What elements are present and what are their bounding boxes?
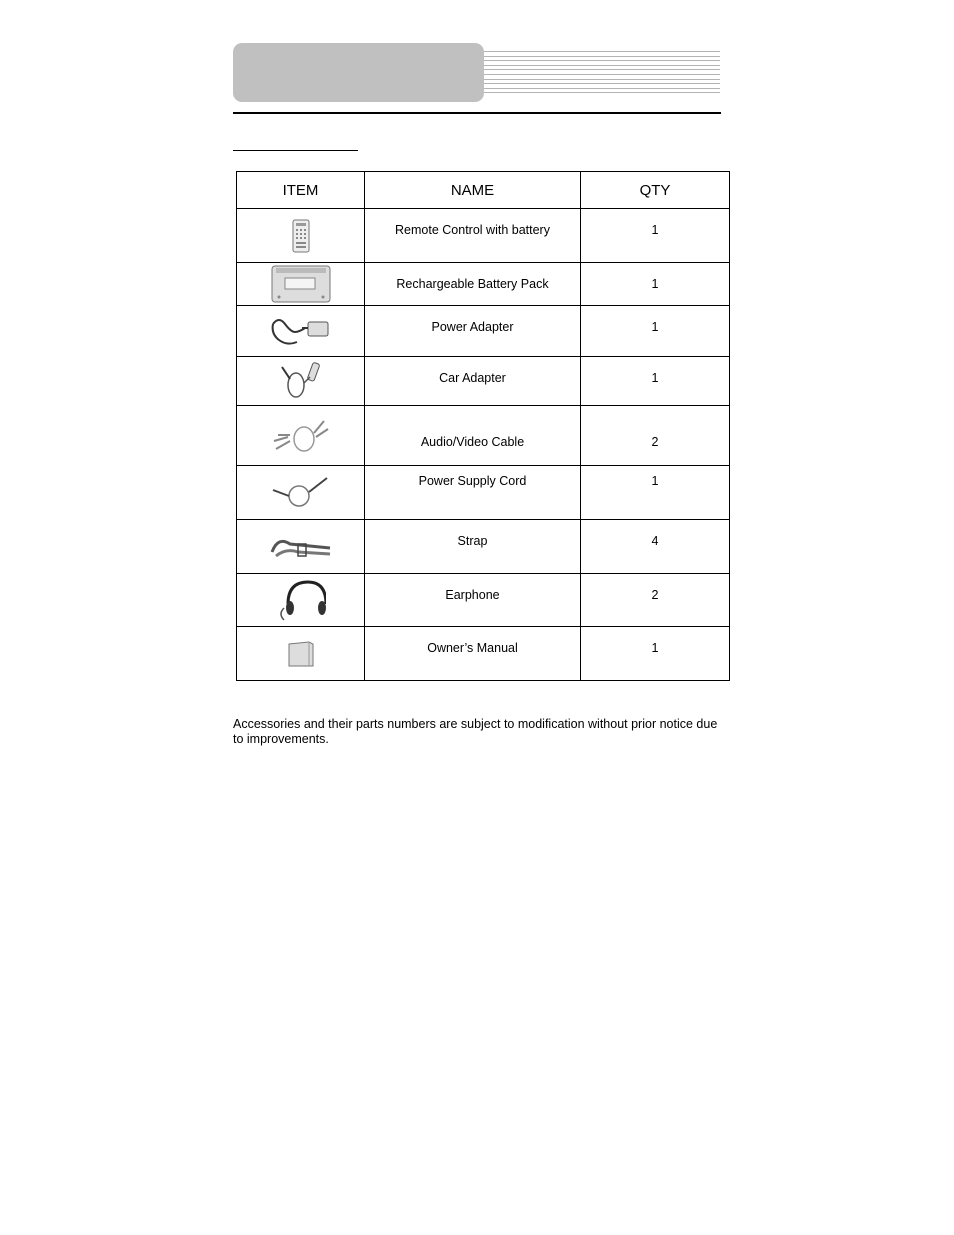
accessories-note: Accessories and their parts numbers are subject to modification without prior notice due to improvements. [233, 717, 718, 746]
table-row [237, 406, 730, 466]
item-name: Car Adapter [365, 357, 581, 406]
item-image-cell [237, 306, 365, 357]
column-header-name: NAME [365, 172, 581, 209]
item-qty: 1 [581, 466, 730, 520]
item-image-cell [237, 627, 365, 681]
item-image-cell [237, 520, 365, 574]
item-name: Strap [365, 520, 581, 574]
table-row [237, 574, 730, 627]
remote-control-icon [292, 219, 310, 253]
table-row [237, 466, 730, 520]
item-image-cell [237, 406, 365, 466]
item-name: Power Adapter [365, 306, 581, 357]
table-row [237, 627, 730, 681]
column-header-item: ITEM [237, 172, 365, 209]
car-adapter-icon [276, 361, 326, 401]
item-qty: 2 [581, 574, 730, 627]
strap-icon [268, 532, 334, 562]
item-name: Remote Control with battery [365, 209, 581, 263]
table-row [237, 263, 730, 306]
item-qty: 2 [581, 406, 730, 466]
item-qty: 4 [581, 520, 730, 574]
table-row [237, 357, 730, 406]
item-image-cell [237, 263, 365, 306]
table-row [237, 209, 730, 263]
item-name: Power Supply Cord [365, 466, 581, 520]
battery-pack-icon [271, 265, 331, 303]
section-title-underline [233, 150, 358, 151]
manual-icon [286, 639, 316, 669]
table-row [237, 520, 730, 574]
item-image-cell [237, 466, 365, 520]
power-cord-icon [271, 476, 331, 510]
table-row [237, 306, 730, 357]
earphone-icon [276, 578, 326, 622]
column-header-qty: QTY [581, 172, 730, 209]
item-name: Earphone [365, 574, 581, 627]
item-image-cell [237, 357, 365, 406]
table-header-row [237, 172, 730, 209]
header-rule [233, 112, 721, 114]
header-decorative-lines [484, 51, 720, 95]
header-tab [233, 43, 484, 102]
item-name: Owner’s Manual [365, 627, 581, 681]
item-qty: 1 [581, 357, 730, 406]
item-image-cell [237, 209, 365, 263]
item-name: Rechargeable Battery Pack [365, 263, 581, 306]
av-cable-icon [270, 415, 332, 457]
item-name: Audio/Video Cable [365, 406, 581, 466]
item-qty: 1 [581, 306, 730, 357]
item-qty: 1 [581, 627, 730, 681]
item-qty: 1 [581, 263, 730, 306]
item-qty: 1 [581, 209, 730, 263]
accessories-table [236, 171, 730, 681]
power-adapter-icon [270, 314, 332, 348]
item-image-cell [237, 574, 365, 627]
